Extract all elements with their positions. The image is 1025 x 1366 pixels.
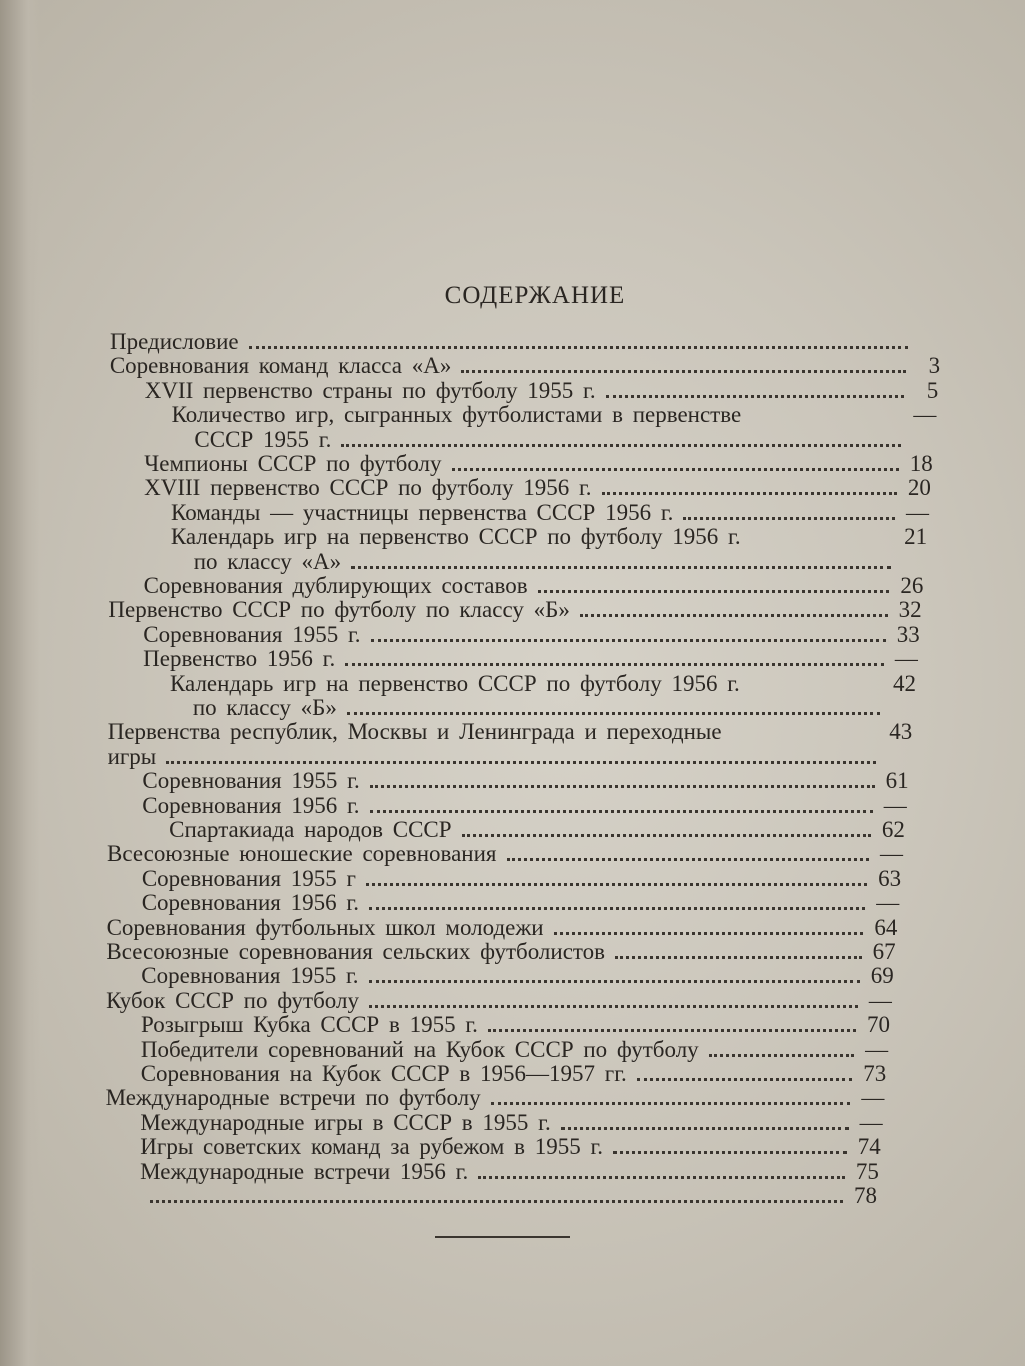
toc-entry-page: — xyxy=(880,841,903,867)
toc-entry-title: Соревнования на Кубок СССР в 1956—1957 гг. xyxy=(140,1061,627,1086)
toc-entry xyxy=(140,1111,882,1135)
dot-leader xyxy=(561,1127,849,1130)
toc-entry xyxy=(194,428,934,452)
toc-entry-title: Международные встречи по футболу xyxy=(105,1085,481,1111)
dot-leader xyxy=(369,980,860,983)
toc-entry xyxy=(110,330,942,354)
toc-entry-title: Игры советских команд за рубежом в 1955 г. xyxy=(140,1134,604,1160)
toc-entry xyxy=(142,867,901,891)
toc-entry-title: Всесоюзные юношеские соревнования xyxy=(107,841,497,867)
toc-entry-page: 32 xyxy=(898,597,922,623)
toc-entry-page: — xyxy=(859,1109,883,1135)
toc-entry-page: 43 xyxy=(889,719,913,745)
toc-entry-page: 42 xyxy=(893,670,916,696)
toc-entry xyxy=(106,1086,885,1110)
toc-entry xyxy=(142,794,906,818)
toc-entry xyxy=(171,501,929,525)
dot-leader xyxy=(369,907,865,910)
toc-entry xyxy=(145,379,939,403)
toc-entry-title: Соревнования 1956 г. xyxy=(142,792,360,818)
dot-leader xyxy=(347,712,880,715)
toc-entry xyxy=(141,1013,890,1037)
dot-leader xyxy=(751,541,893,544)
toc-entry-title: Соревнования 1956 г. xyxy=(141,890,359,916)
dot-leader xyxy=(613,1151,847,1154)
toc-entry-title: Количество игр, сыгранных футболистами в первенстве xyxy=(171,402,742,428)
toc-entry-title: Всесоюзные соревнования сельских футболистов xyxy=(106,939,606,964)
toc-entry-page: 69 xyxy=(870,963,894,989)
toc-entry-title: Команды — участницы первенства СССР 1956 г. xyxy=(171,499,674,525)
toc-entry-page: — xyxy=(865,1036,889,1062)
toc-entry-title: Соревнования футбольных школ молодежи xyxy=(106,914,544,940)
toc-entry xyxy=(194,550,926,574)
toc-entry xyxy=(108,598,921,622)
toc-entry xyxy=(108,720,913,744)
dot-leader xyxy=(750,688,882,691)
dot-leader xyxy=(462,834,871,837)
toc-entry-page: — xyxy=(894,646,918,672)
toc-entry xyxy=(170,672,916,696)
dot-leader xyxy=(345,663,884,666)
toc-entry-page: 74 xyxy=(857,1134,881,1160)
toc-entry xyxy=(144,476,931,500)
dot-leader xyxy=(452,468,899,471)
toc-entry xyxy=(143,623,919,647)
toc-entry xyxy=(172,403,937,427)
toc-entry xyxy=(140,1135,880,1159)
toc-entry xyxy=(142,769,908,793)
dot-leader xyxy=(580,614,888,617)
toc-entry-page: 64 xyxy=(874,914,898,940)
toc-entry-title: Международные встречи 1956 г. xyxy=(140,1158,469,1184)
toc-entry xyxy=(108,745,911,769)
dot-leader xyxy=(341,444,900,447)
toc-entry xyxy=(144,574,924,598)
toc-entry-page: — xyxy=(913,402,937,428)
toc-entry xyxy=(141,964,893,988)
toc-entry-page: 21 xyxy=(904,524,928,550)
toc-entry-title: Спартакиада народов СССР xyxy=(169,817,452,842)
dot-leader xyxy=(602,492,897,495)
toc-entry-page: 63 xyxy=(878,865,902,891)
toc-entry-title: Розыгрыш Кубка СССР в 1955 г. xyxy=(141,1012,478,1038)
toc-entry-page: 5 xyxy=(926,377,939,403)
dot-leader xyxy=(751,419,902,422)
dot-leader xyxy=(461,370,906,373)
toc-entry-title: XVIII первенство СССР по футболу 1956 г. xyxy=(144,475,592,501)
dot-leader xyxy=(709,1054,854,1057)
dot-leader xyxy=(370,785,875,788)
toc-entry-title: Календарь игр на первенство СССР по футболу 1956 г. xyxy=(170,670,740,696)
dot-leader xyxy=(150,1200,843,1203)
toc-entry-title: Соревнования команд класса «А» xyxy=(109,353,452,379)
toc-entry-title: Первенства республик, Москвы и Ленинграда и переходные xyxy=(107,719,722,745)
page-title: СОДЕРЖАНИЕ xyxy=(444,282,626,309)
dot-leader xyxy=(366,883,867,886)
toc-entry-title: Соревнования 1955 г. xyxy=(141,963,359,989)
toc-entry-title: Победители соревнований на Кубок СССР по футболу xyxy=(140,1036,699,1062)
dot-leader xyxy=(491,1102,851,1105)
toc-entry-title: Предисловие xyxy=(110,329,239,354)
dot-leader xyxy=(488,1029,856,1032)
dot-leader xyxy=(369,1005,858,1008)
toc-entry xyxy=(107,916,898,940)
toc-entry-title: Первенство СССР по футболу по классу «Б» xyxy=(108,597,570,623)
toc-entry xyxy=(169,818,905,842)
dot-leader xyxy=(478,1176,845,1179)
toc-entry-title: СССР 1955 г. xyxy=(194,426,332,452)
toc-entry xyxy=(140,1184,877,1208)
dot-leader xyxy=(554,932,864,935)
toc-entry-page: — xyxy=(868,987,892,1013)
closing-rule xyxy=(435,1236,570,1238)
toc-entry-title: по классу «Б» xyxy=(192,695,337,720)
toc-entry-page: 61 xyxy=(885,768,909,794)
toc-entry-page: 62 xyxy=(881,817,905,842)
toc-entry xyxy=(110,354,940,378)
dot-leader xyxy=(370,810,873,813)
dot-leader xyxy=(371,639,886,642)
toc-entry-title: Соревнования 1955 г xyxy=(141,865,356,891)
toc-entry-page: 78 xyxy=(854,1183,877,1208)
toc-entry-page: 20 xyxy=(907,475,931,501)
toc-entry-title: Международные игры в СССР в 1955 г. xyxy=(140,1109,551,1135)
toc-entry xyxy=(141,1038,888,1062)
toc-entry-page: 73 xyxy=(863,1061,887,1086)
toc-entry-page: — xyxy=(861,1085,885,1111)
toc-entry xyxy=(106,940,895,964)
toc-entry-title: Соревнования дублирующих составов xyxy=(143,573,528,598)
toc-entry-title: Чемпионы СССР по футболу xyxy=(144,451,442,476)
dot-leader xyxy=(615,956,862,959)
toc-entry-page: 75 xyxy=(855,1158,879,1184)
toc-entry-page: 67 xyxy=(872,939,896,964)
toc-entry-title: Календарь игр на первенство СССР по футболу 1956 г. xyxy=(170,524,741,550)
toc-entry-page: 26 xyxy=(900,573,924,598)
toc-entry-page: 33 xyxy=(896,621,920,647)
toc-entry-page: 3 xyxy=(928,353,941,379)
toc-entry xyxy=(106,989,892,1013)
toc-entry xyxy=(141,1062,887,1086)
toc-entry xyxy=(140,1160,879,1184)
toc-entry-title: Кубок СССР по футболу xyxy=(106,987,359,1013)
dot-leader xyxy=(637,1078,852,1081)
toc-entry xyxy=(171,525,927,549)
dot-leader xyxy=(683,517,895,520)
dot-leader xyxy=(351,566,891,569)
toc-entry-title: Первенство 1956 г. xyxy=(143,646,336,672)
toc-entry xyxy=(143,647,918,671)
toc-entry-page: — xyxy=(906,499,929,525)
toc-entry-title: игры xyxy=(107,743,157,769)
toc-entry-title: по классу «А» xyxy=(193,548,342,574)
page-shadow-edge xyxy=(0,0,40,1366)
toc-entry xyxy=(193,696,914,720)
toc-entry xyxy=(107,842,903,866)
dot-leader xyxy=(606,395,905,398)
toc-entry-title: Соревнования 1955 г. xyxy=(142,768,360,794)
dot-leader xyxy=(732,736,879,739)
toc-entry-page: 18 xyxy=(909,451,933,476)
toc-entry-title: Соревнования 1955 г. xyxy=(143,621,361,647)
toc-entry-title: XVII первенство страны по футболу 1955 г. xyxy=(144,377,596,403)
dot-leader xyxy=(249,346,908,349)
dot-leader xyxy=(538,590,890,593)
dot-leader xyxy=(166,761,876,764)
toc-entry-page: — xyxy=(883,792,907,818)
toc-entry xyxy=(144,452,932,476)
toc-entry-page: 70 xyxy=(867,1012,890,1038)
toc-entry-page: — xyxy=(876,890,900,916)
dot-leader xyxy=(507,858,870,861)
toc-entry xyxy=(142,891,900,915)
